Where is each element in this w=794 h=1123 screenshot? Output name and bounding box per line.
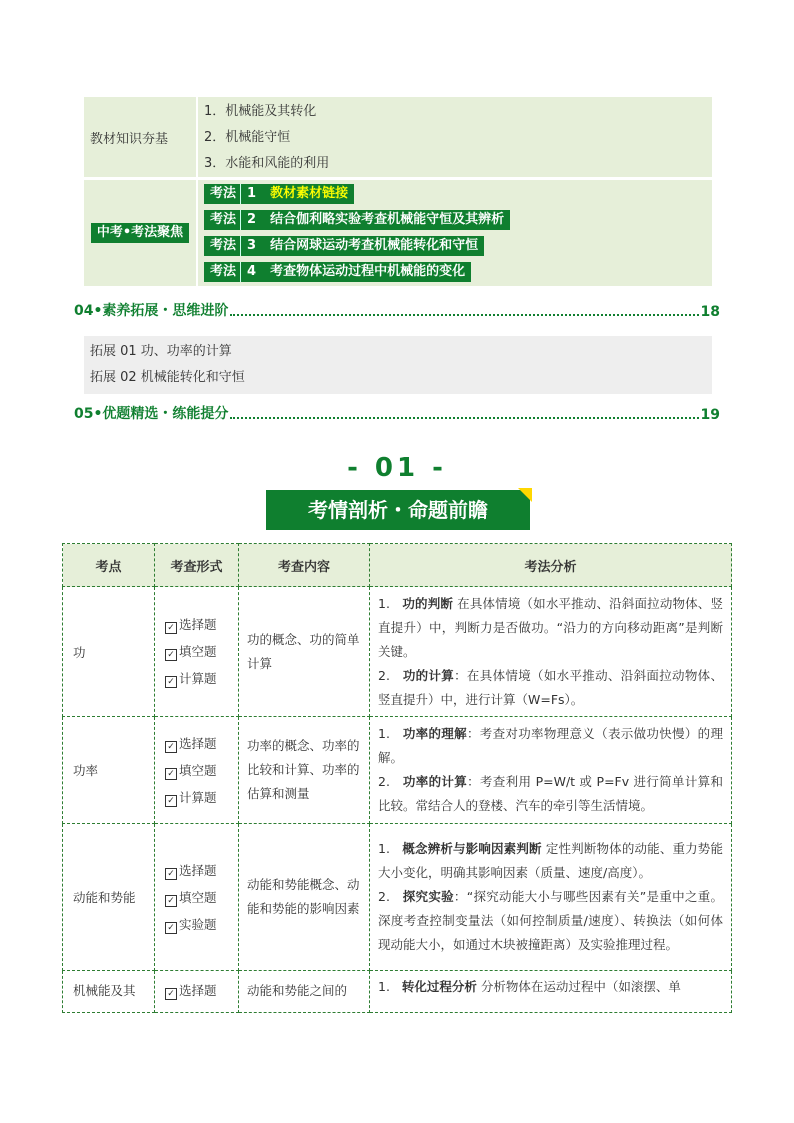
analysis-cell (370, 717, 732, 824)
checkbox-icon: ✓ (165, 622, 177, 634)
form-item: ✓ 填空题 (165, 884, 237, 911)
checkbox-icon: ✓ (165, 868, 177, 880)
extension-item[interactable]: 拓展 02 机械能转化和守恒 (90, 370, 245, 385)
checkbox-icon: ✓ (165, 922, 177, 934)
toc-item[interactable]: 3．水能和风能的利用 (204, 156, 330, 171)
toc-label-exam-cell (84, 180, 196, 286)
exam-method-item[interactable]: 考法 4 考查物体运动过程中机械能的变化 (204, 259, 712, 285)
extension-item[interactable]: 拓展 01 功、功率的计算 (90, 344, 232, 359)
extension-list (84, 336, 712, 394)
section-title: 05•优题精选・练能提分 (74, 406, 229, 422)
toc-row-textbook (84, 97, 712, 177)
exam-analysis-table (62, 543, 732, 1013)
content-cell: 功率的概念、功率的比较和计算、功率的估算和测量 (239, 717, 370, 824)
section-title: 04•素养拓展・思维进阶 (74, 303, 229, 319)
point-cell: 功 (63, 587, 155, 717)
checkbox-icon: ✓ (165, 795, 177, 807)
table-row (63, 717, 732, 824)
analysis-item: 1. 概念辨析与影响因素判断 定性判断物体的动能、重力势能大小变化，明确其影响因素（质量、速度/高度）。 (378, 841, 723, 880)
section-page: 19 (700, 407, 720, 423)
form-item: ✓ 选择题 (165, 857, 237, 884)
content-cell: 动能和势能之间的 (239, 971, 370, 1013)
form-item: ✓ 选择题 (165, 977, 237, 1004)
toc-section-04[interactable] (74, 300, 720, 320)
form-item: ✓ 填空题 (165, 638, 237, 665)
toc-item[interactable]: 2．机械能守恒 (204, 130, 291, 145)
checkbox-icon: ✓ (165, 676, 177, 688)
header-cell: 考查内容 (239, 544, 370, 587)
checkbox-icon: ✓ (165, 649, 177, 661)
checkbox-icon: ✓ (165, 988, 177, 1000)
leader-dots (230, 314, 698, 316)
toc-label-exam: 中考•考法聚焦 (91, 223, 189, 243)
header-cell: 考查形式 (155, 544, 239, 587)
table-row (63, 587, 732, 717)
analysis-item: 1. 功的判断 在具体情境（如水平推动、沿斜面拉动物体、竖直提升）中，判断力是否做功。“沿力的方向移动距离”是判断关键。 (378, 595, 723, 659)
toc-textbook-items (198, 97, 712, 177)
banner-corner-decoration (518, 488, 532, 502)
form-cell (155, 824, 239, 971)
toc-exam-items (198, 180, 712, 286)
table-row (63, 971, 732, 1013)
point-cell: 机械能及其 (63, 971, 155, 1013)
form-cell (155, 587, 239, 717)
form-item: ✓ 选择题 (165, 611, 237, 638)
analysis-cell (370, 824, 732, 971)
toc-block (84, 97, 712, 289)
form-item: ✓ 填空题 (165, 757, 237, 784)
section-number: - 01 - (347, 453, 447, 483)
form-item: ✓ 选择题 (165, 730, 237, 757)
checkbox-icon: ✓ (165, 895, 177, 907)
toc-section-05[interactable] (74, 403, 720, 423)
analysis-item: 2. 探究实验：“探究动能大小与哪些因素有关”是重中之重。深度考查控制变量法（如何控制质量/速度）、转换法（如何体现动能大小，如通过木块被撞距离）及实验推理过程。 (378, 889, 723, 952)
table-header-row (63, 544, 732, 587)
form-item: ✓ 计算题 (165, 784, 237, 811)
section-page: 18 (700, 304, 720, 320)
analysis-cell (370, 587, 732, 717)
exam-method-item[interactable]: 考法 2 结合伽利略实验考查机械能守恒及其辨析 (204, 207, 712, 233)
form-cell (155, 971, 239, 1013)
exam-method-item[interactable]: 考法 3 结合网球运动考查机械能转化和守恒 (204, 233, 712, 259)
analysis-item: 2. 功率的计算：考查利用 P=W/t 或 P=Fv 进行简单计算和比较。常结合人的登楼、汽车的牵引等生活情境。 (378, 774, 723, 813)
form-item: ✓ 实验题 (165, 911, 237, 938)
toc-label-textbook: 教材知识夯基 (84, 97, 196, 177)
analysis-item: 1. 转化过程分析 分析物体在运动过程中（如滚摆、单 (378, 979, 681, 994)
exam-method-item[interactable]: 考法 1 教材素材链接 (204, 181, 712, 207)
toc-row-exam (84, 180, 712, 286)
point-cell: 动能和势能 (63, 824, 155, 971)
toc-item[interactable]: 1．机械能及其转化 (204, 104, 317, 119)
section-banner: 考情剖析・命题前瞻 (266, 490, 530, 530)
form-cell (155, 717, 239, 824)
table-row (63, 824, 732, 971)
checkbox-icon: ✓ (165, 741, 177, 753)
content-cell: 动能和势能概念、动能和势能的影响因素 (239, 824, 370, 971)
analysis-cell (370, 971, 732, 1013)
leader-dots (230, 417, 698, 419)
form-item: ✓ 计算题 (165, 665, 237, 692)
checkbox-icon: ✓ (165, 768, 177, 780)
header-cell: 考法分析 (370, 544, 732, 587)
point-cell: 功率 (63, 717, 155, 824)
header-cell: 考点 (63, 544, 155, 587)
analysis-item: 1. 功率的理解：考查对功率物理意义（表示做功快慢）的理解。 (378, 726, 723, 765)
analysis-item: 2. 功的计算：在具体情境（如水平推动、沿斜面拉动物体、竖直提升）中，进行计算（W=Fs）。 (378, 667, 723, 707)
content-cell: 功的概念、功的简单计算 (239, 587, 370, 717)
